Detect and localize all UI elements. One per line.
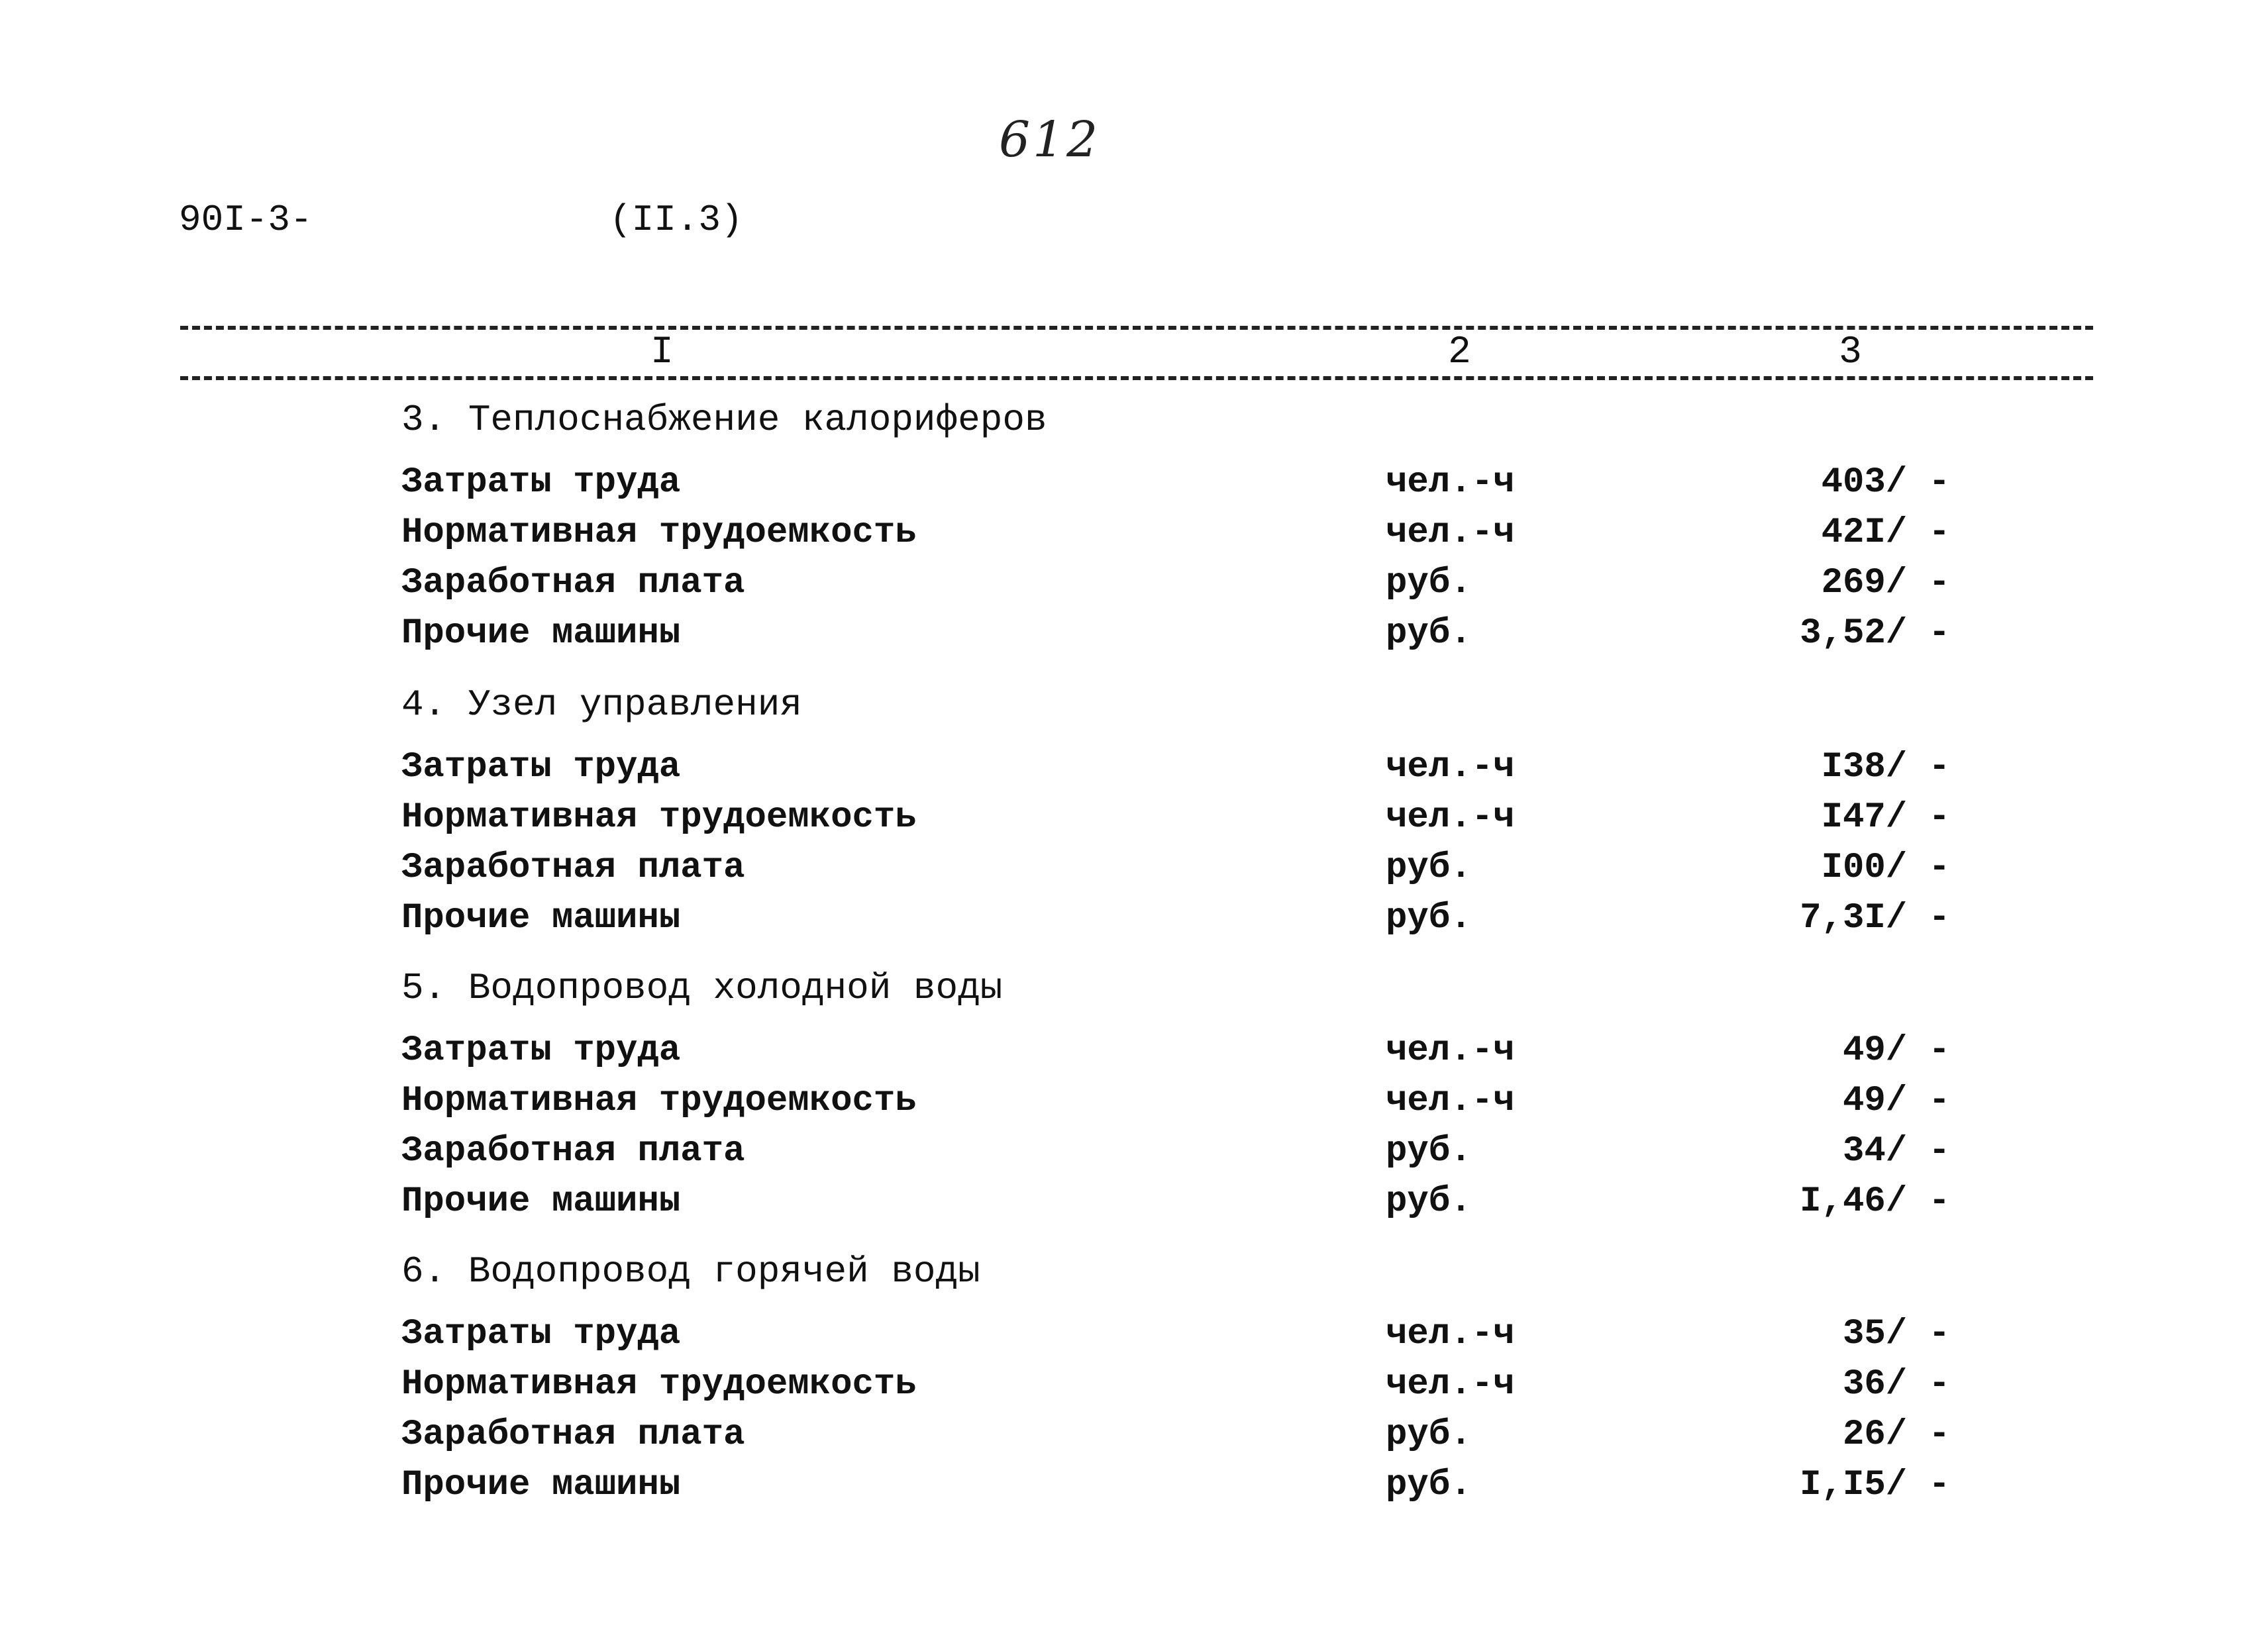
section-title: 5. Водопровод холодной воды <box>401 967 1003 1009</box>
row-indicator-name: Прочие машины <box>401 1465 681 1505</box>
column-header-2: 2 <box>1448 331 1471 374</box>
row-value: 35/ - <box>1842 1314 1950 1354</box>
row-unit: чел.-ч <box>1386 797 1515 838</box>
row-value: 403/ - <box>1821 462 1950 503</box>
column-header-3: 3 <box>1839 331 1862 374</box>
row-unit: руб. <box>1386 1415 1472 1455</box>
table-row <box>0 747 2268 793</box>
row-value: 42I/ - <box>1821 513 1950 553</box>
table-row <box>0 1314 2268 1360</box>
row-indicator-name: Прочие машины <box>401 1181 681 1222</box>
row-indicator-name: Затраты труда <box>401 1314 681 1354</box>
table-row <box>0 513 2268 559</box>
column-header-1: I <box>650 331 674 374</box>
row-indicator-name: Нормативная трудоемкость <box>401 1081 917 1121</box>
row-unit: руб. <box>1386 848 1472 888</box>
row-indicator-name: Прочие машины <box>401 898 681 938</box>
row-indicator-name: Затраты труда <box>401 462 681 503</box>
row-value: 49/ - <box>1842 1081 1950 1121</box>
row-indicator-name: Нормативная трудоемкость <box>401 1364 917 1405</box>
row-value: 34/ - <box>1842 1131 1950 1171</box>
row-unit: чел.-ч <box>1386 1030 1515 1071</box>
row-value: 269/ - <box>1821 563 1950 603</box>
table-row <box>0 1030 2268 1077</box>
row-value: I,I5/ - <box>1800 1465 1950 1505</box>
row-value: I47/ - <box>1821 797 1950 838</box>
table-row <box>0 613 2268 660</box>
row-unit: чел.-ч <box>1386 462 1515 503</box>
row-value: 3,52/ - <box>1800 613 1950 654</box>
row-unit: руб. <box>1386 613 1472 654</box>
row-unit: руб. <box>1386 563 1472 603</box>
table-row <box>0 1131 2268 1177</box>
row-indicator-name: Затраты труда <box>401 747 681 787</box>
document-code: 90I-3- <box>179 199 313 241</box>
table-row <box>0 462 2268 509</box>
table-row <box>0 1181 2268 1228</box>
table-row <box>0 898 2268 944</box>
row-value: I00/ - <box>1821 848 1950 888</box>
handwritten-page-number: 612 <box>999 111 1101 168</box>
row-unit: чел.-ч <box>1386 1314 1515 1354</box>
table-header-bottom-rule <box>180 376 2093 380</box>
table-row <box>0 1081 2268 1127</box>
row-indicator-name: Заработная плата <box>401 1415 745 1455</box>
row-value: 49/ - <box>1842 1030 1950 1071</box>
row-value: I38/ - <box>1821 747 1950 787</box>
row-value: 26/ - <box>1842 1415 1950 1455</box>
row-value: I,46/ - <box>1800 1181 1950 1222</box>
table-row <box>0 797 2268 844</box>
section-title: 6. Водопровод горячей воды <box>401 1250 980 1293</box>
row-unit: руб. <box>1386 1181 1472 1222</box>
row-value: 7,3I/ - <box>1800 898 1950 938</box>
row-unit: чел.-ч <box>1386 747 1515 787</box>
row-indicator-name: Заработная плата <box>401 1131 745 1171</box>
row-value: 36/ - <box>1842 1364 1950 1405</box>
row-unit: руб. <box>1386 1465 1472 1505</box>
table-row <box>0 1415 2268 1461</box>
row-unit: чел.-ч <box>1386 513 1515 553</box>
table-row <box>0 1364 2268 1411</box>
table-row <box>0 563 2268 609</box>
table-header-top-rule <box>180 326 2093 330</box>
row-unit: руб. <box>1386 898 1472 938</box>
table-row <box>0 848 2268 894</box>
row-unit: руб. <box>1386 1131 1472 1171</box>
row-indicator-name: Нормативная трудоемкость <box>401 513 917 553</box>
row-unit: чел.-ч <box>1386 1364 1515 1405</box>
section-title: 3. Теплоснабжение калориферов <box>401 399 1047 441</box>
section-title: 4. Узел управления <box>401 683 802 726</box>
row-indicator-name: Прочие машины <box>401 613 681 654</box>
row-indicator-name: Затраты труда <box>401 1030 681 1071</box>
row-indicator-name: Заработная плата <box>401 563 745 603</box>
section-reference: (II.3) <box>609 199 743 241</box>
row-indicator-name: Заработная плата <box>401 848 745 888</box>
table-row <box>0 1465 2268 1511</box>
row-unit: чел.-ч <box>1386 1081 1515 1121</box>
row-indicator-name: Нормативная трудоемкость <box>401 797 917 838</box>
